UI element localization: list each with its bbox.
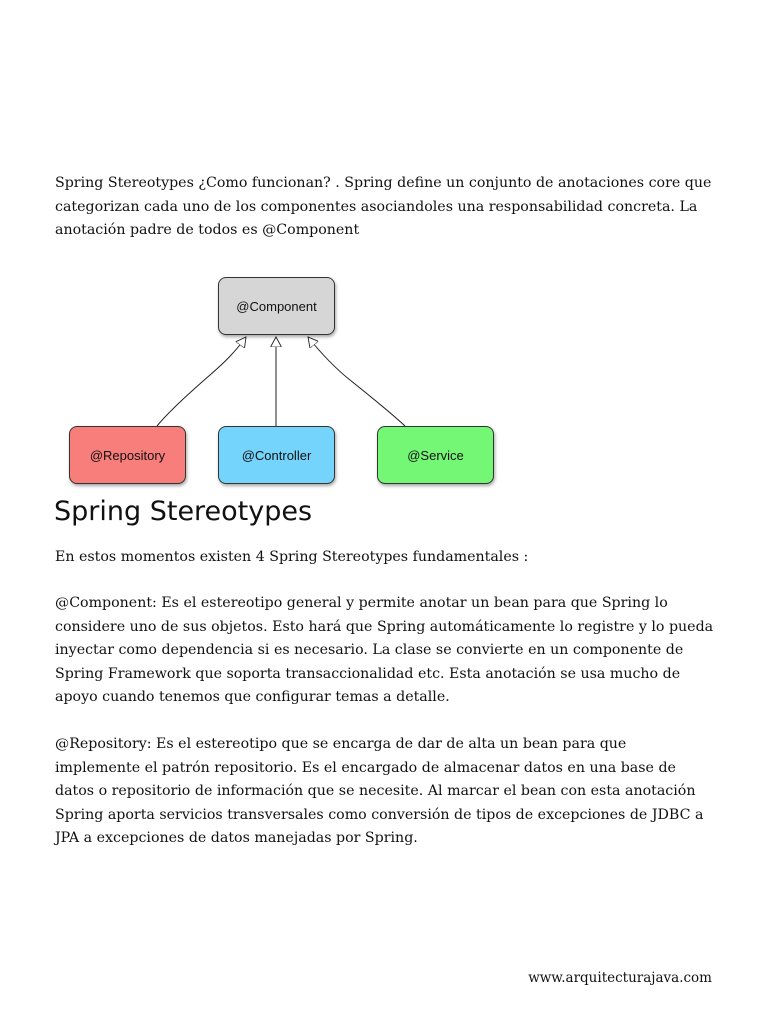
footer-url: www.arquitecturajava.com <box>528 970 712 986</box>
intro-paragraph: Spring Stereotypes ¿Como funcionan? . Spring define un conjunto de anotaciones core que categorizan cada uno de los componentes asociandoles una responsabilidad concreta. La anotación padre de todos es @Component <box>55 175 712 238</box>
component-node: @Component <box>218 277 335 335</box>
diagram-connectors <box>0 0 768 500</box>
connector-service-to-component <box>308 337 405 426</box>
section-heading: Spring Stereotypes <box>54 496 313 527</box>
service-node: @Service <box>377 426 494 484</box>
stereotype-diagram <box>0 0 768 500</box>
repository-description: @Repository: Es el estereotipo que se encarga de dar de alta un bean para que implemente el patrón repositorio. Es el encargado de almacenar datos en una base de datos o repositorio de información que se necesite. Al marcar el bean con esta anotación Spring aporta servicios transversales como conversión de tipos de excepciones de JDBC a JPA a excepciones de datos manejadas por Spring. <box>55 736 704 846</box>
lead-paragraph: En estos momentos existen 4 Spring Stereotypes fundamentales : <box>55 549 529 565</box>
controller-node: @Controller <box>218 426 335 484</box>
component-description: @Component: Es el estereotipo general y permite anotar un bean para que Spring lo considere uno de sus objetos. Esto hará que Spring automáticamente lo registre y lo pueda inyectar como dependencia si es necesario. La clase se convierte en un componente de Spring Framework que soporta transaccionalidad etc. Esta anotación se usa mucho de apoyo cuando tenemos que configurar temas a detalle. <box>55 595 714 705</box>
repository-node: @Repository <box>69 426 186 484</box>
connector-repository-to-component <box>157 337 246 426</box>
